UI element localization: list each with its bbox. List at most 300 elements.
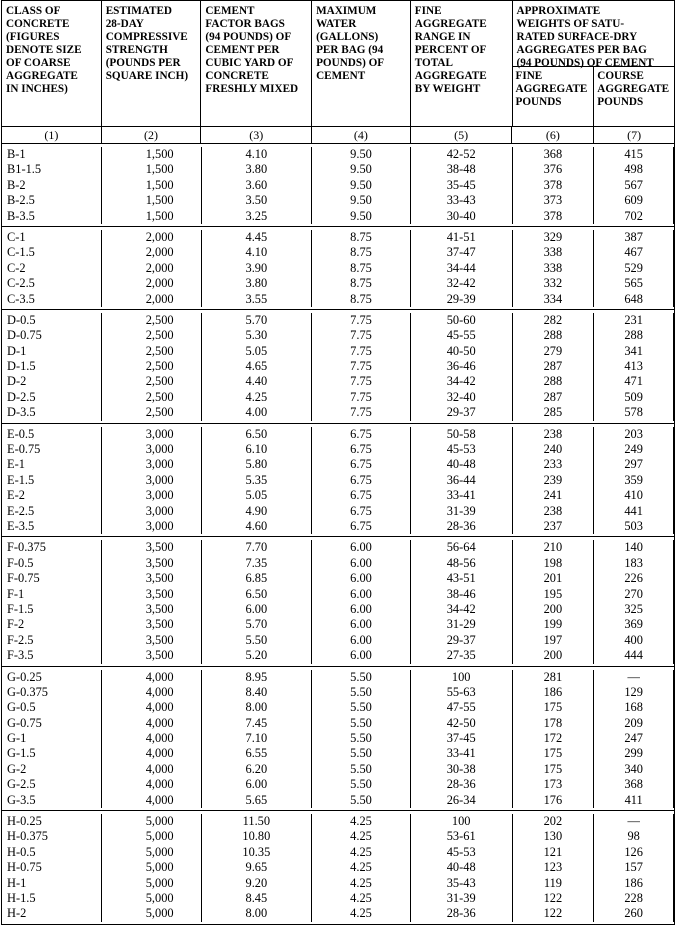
table-row <box>2 617 674 632</box>
table-cell: 287 <box>513 390 595 405</box>
table-cell: 41-51 <box>411 230 513 245</box>
table-cell: 3,500 <box>102 587 202 602</box>
table-cell: 8.75 <box>312 261 411 276</box>
column-number-row <box>2 127 674 144</box>
table-cell: 413 <box>594 359 674 374</box>
table-cell: 4.65 <box>202 359 313 374</box>
table-row <box>2 230 674 245</box>
table-cell: 9.50 <box>312 147 411 162</box>
table-cell: G-0.375 <box>2 685 102 700</box>
table-row <box>2 906 674 921</box>
table-cell: G-1 <box>2 731 102 746</box>
table-cell: 6.75 <box>312 427 411 442</box>
table-cell: 2,500 <box>102 359 202 374</box>
table-cell: 1,500 <box>102 178 202 193</box>
table-cell: 609 <box>594 193 674 208</box>
table-cell: 3,500 <box>102 602 202 617</box>
table-row <box>2 344 674 359</box>
table-cell: 249 <box>594 442 674 457</box>
table-row <box>2 359 674 374</box>
table-cell: G-3.5 <box>2 793 102 808</box>
table-cell: 5.05 <box>202 488 313 503</box>
table-cell: 6.75 <box>312 442 411 457</box>
table-row <box>2 700 674 715</box>
table-cell: 197 <box>513 633 595 648</box>
table-cell: 2,500 <box>102 374 202 389</box>
table-cell: C-1 <box>2 230 102 245</box>
table-cell: 38-46 <box>411 587 513 602</box>
table-cell: 2,000 <box>102 230 202 245</box>
column-number: (5) <box>411 127 513 143</box>
table-cell: 7.35 <box>202 556 313 571</box>
table-cell: 467 <box>594 245 674 260</box>
table-cell: 1,500 <box>102 193 202 208</box>
table-cell: 5,000 <box>102 845 202 860</box>
table-cell: 3.50 <box>202 193 313 208</box>
table-cell: 1,500 <box>102 147 202 162</box>
table-cell: E-0.5 <box>2 427 102 442</box>
table-cell: 31-29 <box>411 617 513 632</box>
table-cell: 48-56 <box>411 556 513 571</box>
table-cell: 9.50 <box>312 178 411 193</box>
table-cell: 6.00 <box>312 587 411 602</box>
table-cell: 10.35 <box>202 845 313 860</box>
column-number: (3) <box>201 127 312 143</box>
table-cell: 648 <box>594 292 674 307</box>
table-cell: 378 <box>513 178 595 193</box>
table-cell: 5.50 <box>312 731 411 746</box>
table-cell: 4.60 <box>202 519 313 534</box>
table-cell: H-0.25 <box>2 814 102 829</box>
table-cell: 40-48 <box>411 860 513 875</box>
table-cell: 56-64 <box>411 540 513 555</box>
table-cell: 126 <box>594 845 674 860</box>
table-cell: 341 <box>594 344 674 359</box>
table-cell: 100 <box>411 814 513 829</box>
table-row <box>2 292 674 307</box>
table-cell: 3,000 <box>102 427 202 442</box>
table-cell: 9.50 <box>312 193 411 208</box>
table-cell: 176 <box>513 793 595 808</box>
table-cell: 3,000 <box>102 457 202 472</box>
table-cell: H-1 <box>2 876 102 891</box>
table-cell: 6.00 <box>312 571 411 586</box>
table-cell: 3,000 <box>102 519 202 534</box>
table-cell: 4.45 <box>202 230 313 245</box>
table-cell: 6.55 <box>202 746 313 761</box>
table-cell: F-0.375 <box>2 540 102 555</box>
table-cell: 30-40 <box>411 209 513 224</box>
table-cell: 6.00 <box>312 633 411 648</box>
table-cell: 36-46 <box>411 359 513 374</box>
table-cell: 140 <box>594 540 674 555</box>
table-cell: 29-37 <box>411 405 513 420</box>
header-class-of-concrete: CLASS OF CONCRETE (FIGURES DENOTE SIZE OF COARSE AGGREGATE IN INCHES) <box>2 1 102 126</box>
table-cell: C-2.5 <box>2 276 102 291</box>
table-cell: G-0.5 <box>2 700 102 715</box>
table-cell: F-0.75 <box>2 571 102 586</box>
table-cell: 260 <box>594 906 674 921</box>
table-cell: H-0.5 <box>2 845 102 860</box>
table-cell: 3.80 <box>202 276 313 291</box>
table-cell: G-2.5 <box>2 777 102 792</box>
table-cell: 199 <box>513 617 595 632</box>
table-cell: 270 <box>594 587 674 602</box>
table-cell: H-2 <box>2 906 102 921</box>
table-cell: 237 <box>513 519 595 534</box>
table-cell: 233 <box>513 457 595 472</box>
table-cell: 359 <box>594 473 674 488</box>
table-row <box>2 670 674 685</box>
table-cell: 45-53 <box>411 442 513 457</box>
column-number: (4) <box>312 127 411 143</box>
table-cell: 5.30 <box>202 328 313 343</box>
table-cell: 282 <box>513 313 595 328</box>
table-cell: 5,000 <box>102 876 202 891</box>
table-cell: 7.10 <box>202 731 313 746</box>
table-cell: 9.65 <box>202 860 313 875</box>
table-row <box>2 540 674 555</box>
table-cell: F-0.5 <box>2 556 102 571</box>
table-cell: 4,000 <box>102 716 202 731</box>
table-cell: D-2 <box>2 374 102 389</box>
table-cell: 6.50 <box>202 587 313 602</box>
table-cell: 200 <box>513 648 595 663</box>
table-cell: 287 <box>513 359 595 374</box>
table-cell: 37-47 <box>411 245 513 260</box>
table-cell: 4,000 <box>102 670 202 685</box>
table-cell: 50-58 <box>411 427 513 442</box>
header-approximate-weights-label: APPROXIMATE WEIGHTS OF SATU- RATED SURFACE-DRY AGGREGATES PER BAG (94 POUNDS) OF CEMENT <box>513 1 674 67</box>
table-row <box>2 193 674 208</box>
table-cell: 3,500 <box>102 617 202 632</box>
table-cell: 5.50 <box>202 633 313 648</box>
table-cell: 281 <box>513 670 595 685</box>
table-cell: 32-40 <box>411 390 513 405</box>
table-cell: 183 <box>594 556 674 571</box>
table-cell: 279 <box>513 344 595 359</box>
table-cell: 3.90 <box>202 261 313 276</box>
column-number: (2) <box>102 127 202 143</box>
table-cell: 8.75 <box>312 276 411 291</box>
row-group <box>2 424 674 538</box>
table-cell: 43-51 <box>411 571 513 586</box>
table-cell: 567 <box>594 178 674 193</box>
row-group <box>2 667 674 812</box>
table-cell: D-0.75 <box>2 328 102 343</box>
table-cell: 4,000 <box>102 731 202 746</box>
table-cell: 175 <box>513 746 595 761</box>
header-fine-aggregate-pounds: FINE AGGREGATE POUNDS <box>513 67 595 126</box>
table-cell: 297 <box>594 457 674 472</box>
table-cell: 529 <box>594 261 674 276</box>
table-cell: 10.80 <box>202 829 313 844</box>
row-group <box>2 811 674 924</box>
table-cell: 5.50 <box>312 685 411 700</box>
table-cell: 38-48 <box>411 162 513 177</box>
table-cell: 6.75 <box>312 488 411 503</box>
table-cell: D-2.5 <box>2 390 102 405</box>
table-cell: 186 <box>513 685 595 700</box>
table-cell: 329 <box>513 230 595 245</box>
table-row <box>2 814 674 829</box>
table-cell: 565 <box>594 276 674 291</box>
table-cell: E-3.5 <box>2 519 102 534</box>
table-cell: 8.75 <box>312 245 411 260</box>
table-row <box>2 762 674 777</box>
table-cell: 2,000 <box>102 245 202 260</box>
table-cell: 47-55 <box>411 700 513 715</box>
table-cell: 31-39 <box>411 504 513 519</box>
table-row <box>2 313 674 328</box>
table-cell: 100 <box>411 670 513 685</box>
table-cell: 98 <box>594 829 674 844</box>
table-cell: 334 <box>513 292 595 307</box>
table-cell: G-0.25 <box>2 670 102 685</box>
table-cell: E-2.5 <box>2 504 102 519</box>
table-cell: 6.00 <box>202 602 313 617</box>
table-cell: 231 <box>594 313 674 328</box>
table-cell: 29-39 <box>411 292 513 307</box>
table-cell: 378 <box>513 209 595 224</box>
table-cell: 28-36 <box>411 777 513 792</box>
table-cell: 4,000 <box>102 762 202 777</box>
table-cell: 5.50 <box>312 670 411 685</box>
table-cell: 387 <box>594 230 674 245</box>
table-cell: 178 <box>513 716 595 731</box>
table-row <box>2 427 674 442</box>
table-cell: F-2 <box>2 617 102 632</box>
table-cell: 9.20 <box>202 876 313 891</box>
table-cell: 6.00 <box>202 777 313 792</box>
table-cell: 400 <box>594 633 674 648</box>
table-cell: 4,000 <box>102 793 202 808</box>
table-cell: 29-37 <box>411 633 513 648</box>
table-cell: 7.75 <box>312 313 411 328</box>
table-cell: 9.50 <box>312 162 411 177</box>
header-approximate-weights <box>513 1 674 126</box>
table-cell: 5.50 <box>312 716 411 731</box>
table-cell: 195 <box>513 587 595 602</box>
header-cement-factor: CEMENT FACTOR BAGS (94 POUNDS) OF CEMENT PER CUBIC YARD OF CONCRETE FRESHLY MIXED <box>201 1 312 126</box>
table-cell: 338 <box>513 261 595 276</box>
table-cell: C-3.5 <box>2 292 102 307</box>
table-cell: 4.25 <box>312 814 411 829</box>
column-number: (1) <box>2 127 102 143</box>
table-row <box>2 556 674 571</box>
table-cell: E-1 <box>2 457 102 472</box>
row-group <box>2 310 674 424</box>
table-cell: 2,500 <box>102 405 202 420</box>
table-cell: 6.50 <box>202 427 313 442</box>
table-cell: 503 <box>594 519 674 534</box>
table-cell: 340 <box>594 762 674 777</box>
table-cell: 31-39 <box>411 891 513 906</box>
table-row <box>2 860 674 875</box>
table-cell: 3,500 <box>102 633 202 648</box>
table-cell: 198 <box>513 556 595 571</box>
table-cell: 4,000 <box>102 746 202 761</box>
table-row <box>2 442 674 457</box>
table-cell: 3,000 <box>102 504 202 519</box>
column-number: (6) <box>512 127 594 143</box>
table-cell: 3.80 <box>202 162 313 177</box>
table-cell: 6.00 <box>312 617 411 632</box>
table-cell: H-0.75 <box>2 860 102 875</box>
table-cell: 175 <box>513 700 595 715</box>
table-cell: E-1.5 <box>2 473 102 488</box>
table-cell: 2,500 <box>102 313 202 328</box>
table-cell: 201 <box>513 571 595 586</box>
header-fine-aggregate-range: FINE AGGREGATE RANGE IN PERCENT OF TOTAL AGGREGATE BY WEIGHT <box>411 1 513 126</box>
table-cell: 5,000 <box>102 891 202 906</box>
table-row <box>2 374 674 389</box>
table-cell: 3,500 <box>102 556 202 571</box>
table-cell: 36-44 <box>411 473 513 488</box>
table-cell: 175 <box>513 762 595 777</box>
table-cell: 4.40 <box>202 374 313 389</box>
table-row <box>2 405 674 420</box>
table-cell: 5,000 <box>102 906 202 921</box>
table-cell: 33-41 <box>411 746 513 761</box>
table-cell: 578 <box>594 405 674 420</box>
table-cell: 6.75 <box>312 519 411 534</box>
table-cell: 209 <box>594 716 674 731</box>
table-cell: 247 <box>594 731 674 746</box>
table-cell: 5.80 <box>202 457 313 472</box>
table-row <box>2 633 674 648</box>
row-group <box>2 537 674 666</box>
table-cell: 498 <box>594 162 674 177</box>
table-cell: 53-61 <box>411 829 513 844</box>
table-cell: 509 <box>594 390 674 405</box>
table-cell: 45-55 <box>411 328 513 343</box>
table-cell: 203 <box>594 427 674 442</box>
table-cell: 3,000 <box>102 488 202 503</box>
table-cell: 35-45 <box>411 178 513 193</box>
table-row <box>2 891 674 906</box>
table-cell: F-1 <box>2 587 102 602</box>
table-cell: 8.45 <box>202 891 313 906</box>
table-row <box>2 488 674 503</box>
header-maximum-water: MAXIMUM WATER (GALLONS) PER BAG (94 POUNDS) OF CEMENT <box>312 1 411 126</box>
table-row <box>2 876 674 891</box>
table-cell: B-3.5 <box>2 209 102 224</box>
table-cell: 373 <box>513 193 595 208</box>
table-cell: 288 <box>594 328 674 343</box>
table-cell: 4.25 <box>312 891 411 906</box>
table-cell: 702 <box>594 209 674 224</box>
table-cell: 129 <box>594 685 674 700</box>
table-row <box>2 793 674 808</box>
table-row <box>2 845 674 860</box>
table-cell: D-1.5 <box>2 359 102 374</box>
table-cell: 5,000 <box>102 829 202 844</box>
table-cell: 6.00 <box>312 602 411 617</box>
table-cell: 122 <box>513 891 595 906</box>
table-cell: 5,000 <box>102 814 202 829</box>
table-cell: 444 <box>594 648 674 663</box>
table-cell: 369 <box>594 617 674 632</box>
table-cell: 26-34 <box>411 793 513 808</box>
table-cell: 55-63 <box>411 685 513 700</box>
table-cell: 34-44 <box>411 261 513 276</box>
table-cell: 8.00 <box>202 906 313 921</box>
table-cell: 34-42 <box>411 374 513 389</box>
table-cell: 441 <box>594 504 674 519</box>
table-cell: 8.75 <box>312 230 411 245</box>
table-cell: 4,000 <box>102 685 202 700</box>
table-cell: 157 <box>594 860 674 875</box>
table-cell: 471 <box>594 374 674 389</box>
table-cell: 7.75 <box>312 328 411 343</box>
table-cell: 35-43 <box>411 876 513 891</box>
table-cell: 4.10 <box>202 147 313 162</box>
table-cell: B-2.5 <box>2 193 102 208</box>
table-cell: 1,500 <box>102 162 202 177</box>
table-cell: 285 <box>513 405 595 420</box>
table-row <box>2 571 674 586</box>
header-weights-subcolumns <box>513 67 674 126</box>
table-cell: 241 <box>513 488 595 503</box>
table-cell: 40-50 <box>411 344 513 359</box>
table-cell: F-3.5 <box>2 648 102 663</box>
table-cell: 50-60 <box>411 313 513 328</box>
table-row <box>2 147 674 162</box>
table-cell: 6.85 <box>202 571 313 586</box>
table-cell: 7.75 <box>312 359 411 374</box>
table-row <box>2 209 674 224</box>
table-cell: 4.25 <box>312 876 411 891</box>
table-cell: 3.55 <box>202 292 313 307</box>
table-cell: 5.70 <box>202 313 313 328</box>
table-cell: 173 <box>513 777 595 792</box>
table-cell: B1-1.5 <box>2 162 102 177</box>
table-cell: 130 <box>513 829 595 844</box>
table-cell: 5,000 <box>102 860 202 875</box>
table-cell: D-0.5 <box>2 313 102 328</box>
table-cell: 415 <box>594 147 674 162</box>
table-cell: 288 <box>513 374 595 389</box>
table-cell: G-0.75 <box>2 716 102 731</box>
table-cell: 332 <box>513 276 595 291</box>
table-cell: 28-36 <box>411 906 513 921</box>
table-cell: 4.00 <box>202 405 313 420</box>
table-cell: 228 <box>594 891 674 906</box>
table-cell: 5.50 <box>312 746 411 761</box>
table-cell: 288 <box>513 328 595 343</box>
table-cell: 3,500 <box>102 648 202 663</box>
table-row <box>2 685 674 700</box>
table-cell: 7.75 <box>312 344 411 359</box>
table-cell: C-2 <box>2 261 102 276</box>
table-row <box>2 261 674 276</box>
table-cell: 3,500 <box>102 540 202 555</box>
table-cell: 9.50 <box>312 209 411 224</box>
table-cell: 368 <box>513 147 595 162</box>
table-cell: 4.25 <box>312 906 411 921</box>
table-body <box>2 144 674 924</box>
table-cell: G-2 <box>2 762 102 777</box>
table-cell: E-2 <box>2 488 102 503</box>
table-cell: 7.75 <box>312 390 411 405</box>
table-cell: 4.25 <box>312 860 411 875</box>
table-cell: 42-50 <box>411 716 513 731</box>
table-cell: 7.75 <box>312 405 411 420</box>
table-cell: 238 <box>513 427 595 442</box>
table-cell: 186 <box>594 876 674 891</box>
table-cell: D-3.5 <box>2 405 102 420</box>
